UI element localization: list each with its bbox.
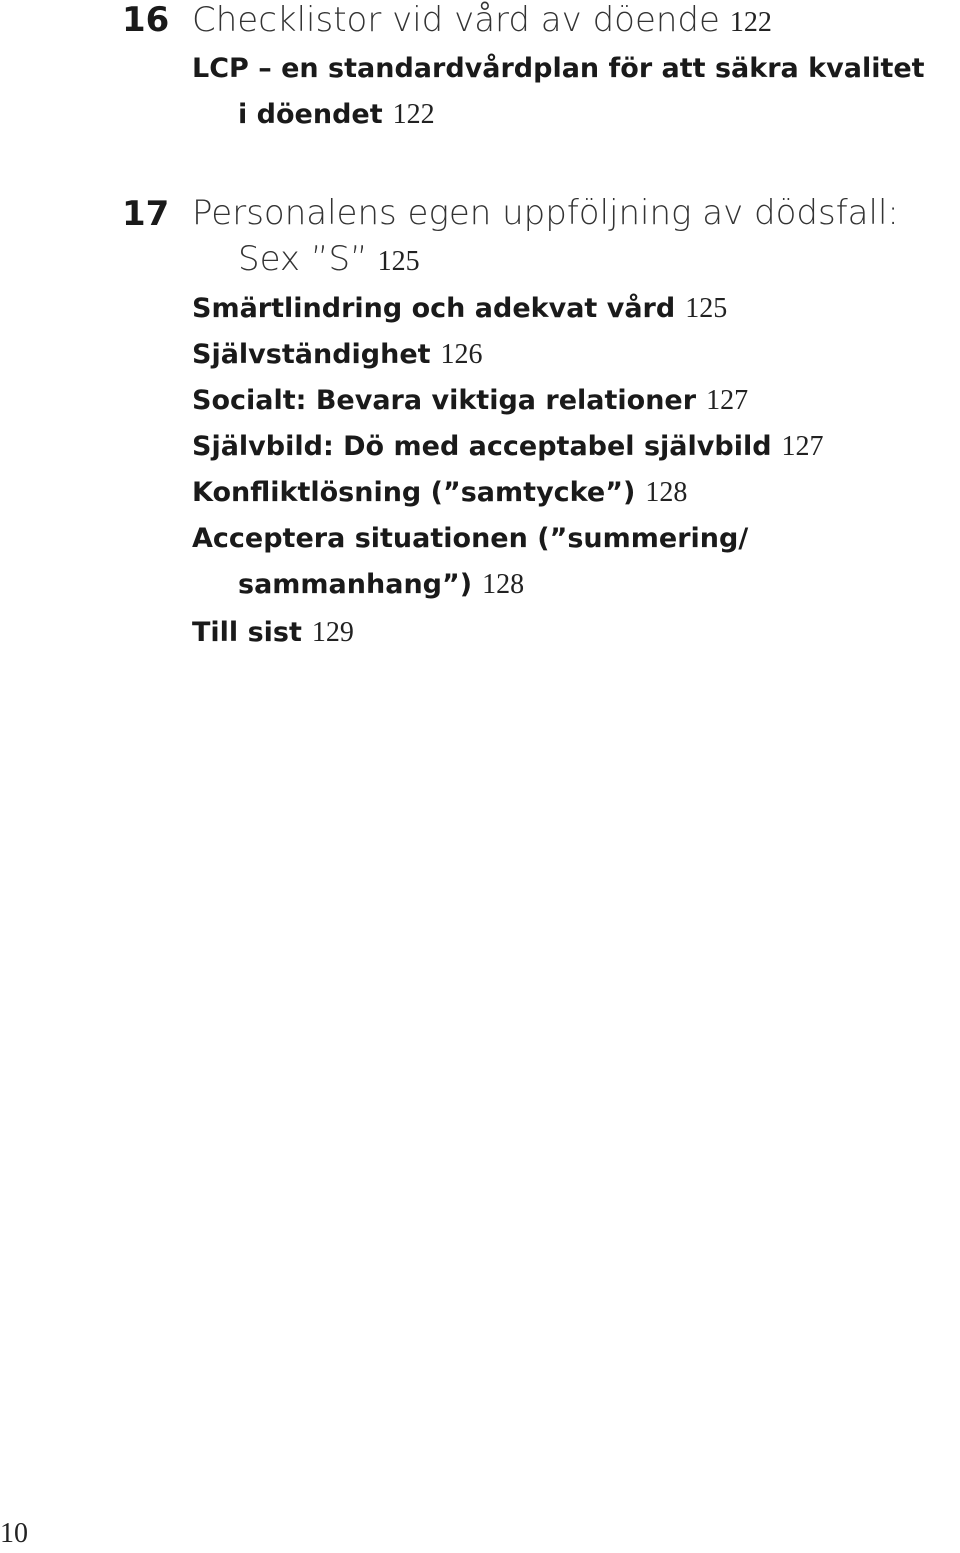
chapter-title[interactable] (192, 190, 899, 285)
page-number: 127 (706, 385, 749, 416)
page-number: 126 (440, 339, 483, 370)
toc-entry-text-cont: sammanhang”) (238, 569, 473, 600)
toc-entry[interactable] (192, 286, 727, 332)
chapter-number: 16 (122, 0, 170, 40)
toc-entry[interactable] (192, 332, 483, 378)
chapter-title-text: Personalens egen uppföljning av dödsfall: (192, 193, 899, 233)
toc-entry-text: Konfliktlösning (”samtycke”) (192, 477, 636, 508)
chapter-title-text: Checklistor vid vård av döende (192, 0, 720, 40)
toc-entry[interactable] (192, 470, 687, 516)
toc-entry[interactable] (192, 610, 354, 656)
toc-entry-text-cont: i döendet (238, 99, 383, 130)
toc-entry-text: LCP – en standardvårdplan för att säkra kvalitet (192, 53, 925, 84)
page-number: 125 (377, 246, 420, 277)
toc-entry-text: Socialt: Bevara viktiga relationer (192, 385, 697, 416)
toc-entry-text: Smärtlindring och adekvat vård (192, 293, 676, 324)
chapter-title-text-cont: Sex ”S” (238, 239, 368, 279)
chapter-number: 17 (122, 194, 170, 234)
page-number: 128 (482, 569, 525, 600)
toc-entry-text: Acceptera situationen (”summering/ (192, 523, 749, 554)
toc-entry-text: Självbild: Dö med acceptabel självbild (192, 431, 772, 462)
toc-entry[interactable] (192, 424, 824, 470)
toc-entry[interactable] (192, 46, 925, 138)
page-number: 127 (781, 431, 824, 462)
page-folio: 10 (0, 1518, 28, 1549)
page-number: 129 (311, 617, 354, 648)
page-number: 125 (685, 293, 728, 324)
page-number: 122 (729, 7, 772, 38)
toc-entry[interactable] (192, 378, 748, 424)
page-number: 128 (645, 477, 688, 508)
page-number: 122 (392, 99, 435, 130)
toc-entry-text: Till sist (192, 617, 302, 648)
toc-entry[interactable] (192, 516, 748, 608)
toc-entry-text: Självständighet (192, 339, 431, 370)
chapter-title[interactable] (192, 0, 772, 46)
